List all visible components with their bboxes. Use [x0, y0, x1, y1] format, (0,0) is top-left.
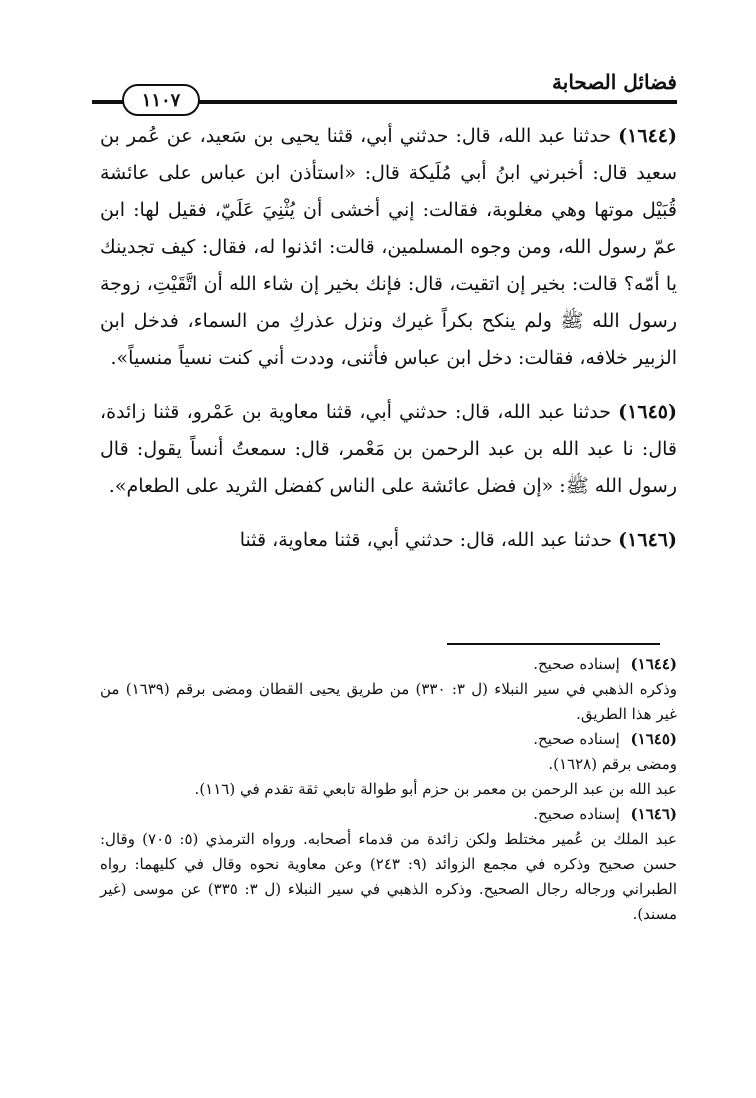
hadith-number: (١٦٤٥) — [618, 401, 677, 423]
hadith-1644 — [100, 118, 677, 377]
footnote-head-line — [100, 727, 677, 752]
footnote-number: (١٦٤٤) — [630, 655, 677, 673]
footnote-line: عبد الملك بن عُمير مختلط ولكن زائدة من قدماء أصحابه. ورواه الترمذي (٥: ٧٠٥) وقال: حسن صحيح وذكره في مجمع الزوائد (٩: ٢٤٣) وعن معاوية نحوه وقال في كليهما: رواه الطبراني ورجاله رجال الصحيح. وذكره الذهبي في سير النبلاء (ل ٣: ٣٣٥) عن موسى (غير مسند). — [100, 830, 677, 923]
hadith-text: حدثنا عبد الله، قال: حدثني أبي، قثنا يحيى بن سَعيد، عن عُمر بن سعيد قال: أخبرني ابنُ أبي مُلَيكة قال: «استأذن ابن عباس على عائشة قُبَيْل موتها وهي مغلوبة، فقالت: إني أخشى أن يُثْنِيَ عَلَيّ، فقيل لها: ابن عمّ رسول الله، ومن وجوه المسلمين، قالت: ائذنوا له، فقال: كيف تجدينك يا أمّه؟ قالت: بخير إن اتقيت، قال: فإنك بخير إن شاء الله أن اتَّقَيْتِ، زوجة رسول الله ﷺ ولم ينكح بكراً غيرك ونزل عذركِ من السماء، فدخل ابن الزبير خلافه، فقالت: دخل ابن عباس فأثنى، وددت أني كنت نسياً منسياً». — [100, 125, 677, 369]
hadith-text: حدثنا عبد الله، قال: حدثني أبي، قثنا معاوية بن عَمْرو، قثنا زائدة، قال: نا عبد الله بن عبد الرحمن بن مَعْمر، قال: سمعتُ أنساً يقول: قال رسول الله ﷺ: «إن فضل عائشة على الناس كفضل الثريد على الطعام». — [100, 401, 677, 497]
footnote-head: إسناده صحيح. — [533, 655, 620, 673]
footnote-1644 — [100, 652, 677, 727]
footnote-head-line — [100, 802, 677, 827]
footnotes — [100, 652, 677, 927]
hadith-number: (١٦٤٦) — [618, 529, 677, 551]
footnote-line: ومضى برقم (١٦٢٨). — [548, 755, 677, 773]
footnote-separator — [447, 643, 660, 645]
footnote-1645 — [100, 727, 677, 802]
hadith-number: (١٦٤٤) — [618, 125, 677, 147]
header-title: فضائل الصحابة — [552, 70, 677, 94]
footnote-head: إسناده صحيح. — [533, 805, 620, 823]
footnote-number: (١٦٤٥) — [630, 730, 677, 748]
page-number-badge: ١١٠٧ — [122, 84, 200, 116]
footnote-head-line — [100, 652, 677, 677]
hadith-text: حدثنا عبد الله، قال: حدثني أبي، قثنا معاوية، قثنا — [239, 529, 613, 551]
footnote-head: إسناده صحيح. — [533, 730, 620, 748]
hadith-1645 — [100, 394, 677, 505]
main-text — [100, 118, 677, 576]
footnote-line: وذكره الذهبي في سير النبلاء (ل ٣: ٣٣٠) من طريق يحيى القطان ومضى برقم (١٦٣٩) من غير هذا الطريق. — [100, 680, 677, 723]
footnote-line: عبد الله بن عبد الرحمن بن معمر بن حزم أبو طوالة تابعي ثقة تقدم في (١١٦). — [194, 780, 677, 798]
hadith-1646 — [100, 522, 677, 559]
footnote-1646 — [100, 802, 677, 927]
page-header — [92, 64, 677, 112]
footnote-number: (١٦٤٦) — [630, 805, 677, 823]
